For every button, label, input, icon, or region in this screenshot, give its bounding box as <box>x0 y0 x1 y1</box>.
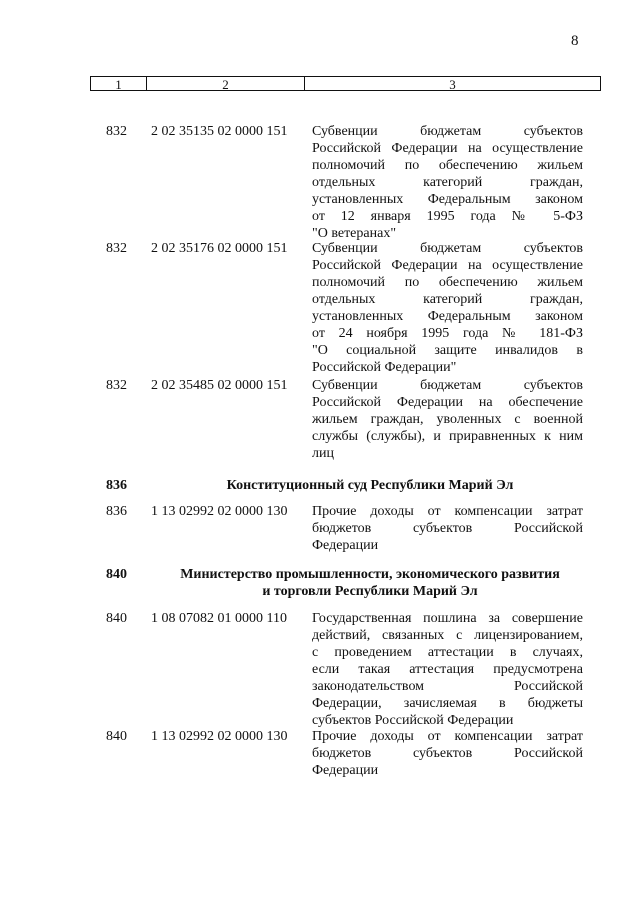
description-line: Федерации, зачисляемая в бюджеты <box>312 696 583 711</box>
admin-code: 832 <box>106 241 127 256</box>
department-title-line: Конституционный суд Республики Марий Эл <box>226 478 514 493</box>
description-line: Субвенции бюджетам субъектов <box>312 378 583 393</box>
column-header-2: 2 <box>147 77 305 90</box>
description-line: Российской Федерации на осуществление <box>312 258 583 273</box>
description-line: "О ветеранах" <box>312 226 397 241</box>
column-header-3: 3 <box>449 77 456 92</box>
admin-code: 832 <box>106 378 127 393</box>
description-line: полномочий по обеспечению жильем <box>312 158 583 173</box>
department-title-line: и торговли Республики Марий Эл <box>262 584 478 599</box>
description-line: отдельных категорий граждан, <box>312 175 583 190</box>
income-description <box>312 503 583 554</box>
column-header-1: 1 <box>91 77 147 90</box>
description-line: отдельных категорий граждан, <box>312 292 583 307</box>
description-line: от 12 января 1995 года № 5-ФЗ <box>312 209 583 224</box>
budget-classification-code: 1 13 02992 02 0000 130 <box>151 729 288 744</box>
department-code: 836 <box>106 478 127 493</box>
admin-code: 840 <box>106 611 127 626</box>
admin-code: 840 <box>106 729 127 744</box>
table-column-header <box>90 76 601 91</box>
description-line: от 24 ноября 1995 года № 181-ФЗ <box>312 326 583 341</box>
description-line: лиц <box>312 446 334 461</box>
description-line: Субвенции бюджетам субъектов <box>312 241 583 256</box>
description-line: службы (службы), и приравненных к ним <box>312 429 583 444</box>
budget-classification-code: 2 02 35135 02 0000 151 <box>151 124 288 139</box>
description-line: Прочие доходы от компенсации затрат <box>312 729 583 744</box>
description-line: Прочие доходы от компенсации затрат <box>312 504 583 519</box>
description-line: полномочий по обеспечению жильем <box>312 275 583 290</box>
description-line: жильем граждан, уволенных с военной <box>312 412 583 427</box>
description-line: Российской Федерации на обеспечение <box>312 395 583 410</box>
department-code: 840 <box>106 567 127 582</box>
admin-code: 836 <box>106 504 127 519</box>
income-description <box>312 610 583 729</box>
description-line: бюджетов субъектов Российской <box>312 746 583 761</box>
budget-classification-code: 2 02 35176 02 0000 151 <box>151 241 288 256</box>
description-line: Субвенции бюджетам субъектов <box>312 124 583 139</box>
income-description <box>312 123 583 242</box>
description-line: Государственная пошлина за совершение <box>312 611 583 626</box>
description-line: Российской Федерации" <box>312 360 457 375</box>
income-description <box>312 728 583 779</box>
budget-classification-code: 2 02 35485 02 0000 151 <box>151 378 288 393</box>
description-line: "О социальной защите инвалидов в <box>312 343 583 358</box>
description-line: Федерации <box>312 763 379 778</box>
description-line: установленных Федеральным законом <box>312 192 583 207</box>
department-title <box>150 566 590 600</box>
department-title <box>150 477 590 494</box>
description-line: установленных Федеральным законом <box>312 309 583 324</box>
description-line: субъектов Российской Федерации <box>312 713 514 728</box>
description-line: Российской Федерации на осуществление <box>312 141 583 156</box>
description-line: с проведением аттестации в случаях, <box>312 645 583 660</box>
income-description <box>312 377 583 462</box>
budget-classification-code: 1 08 07082 01 0000 110 <box>151 611 287 626</box>
income-description <box>312 240 583 376</box>
description-line: если такая аттестация предусмотрена <box>312 662 583 677</box>
admin-code: 832 <box>106 124 127 139</box>
description-line: действий, связанных с лицензированием, <box>312 628 583 643</box>
description-line: Федерации <box>312 538 379 553</box>
department-title-line: Министерство промышленности, экономического развития <box>180 567 560 582</box>
description-line: законодательством Российской <box>312 679 583 694</box>
description-line: бюджетов субъектов Российской <box>312 521 583 536</box>
page-number: 8 <box>571 33 579 49</box>
budget-classification-code: 1 13 02992 02 0000 130 <box>151 504 288 519</box>
